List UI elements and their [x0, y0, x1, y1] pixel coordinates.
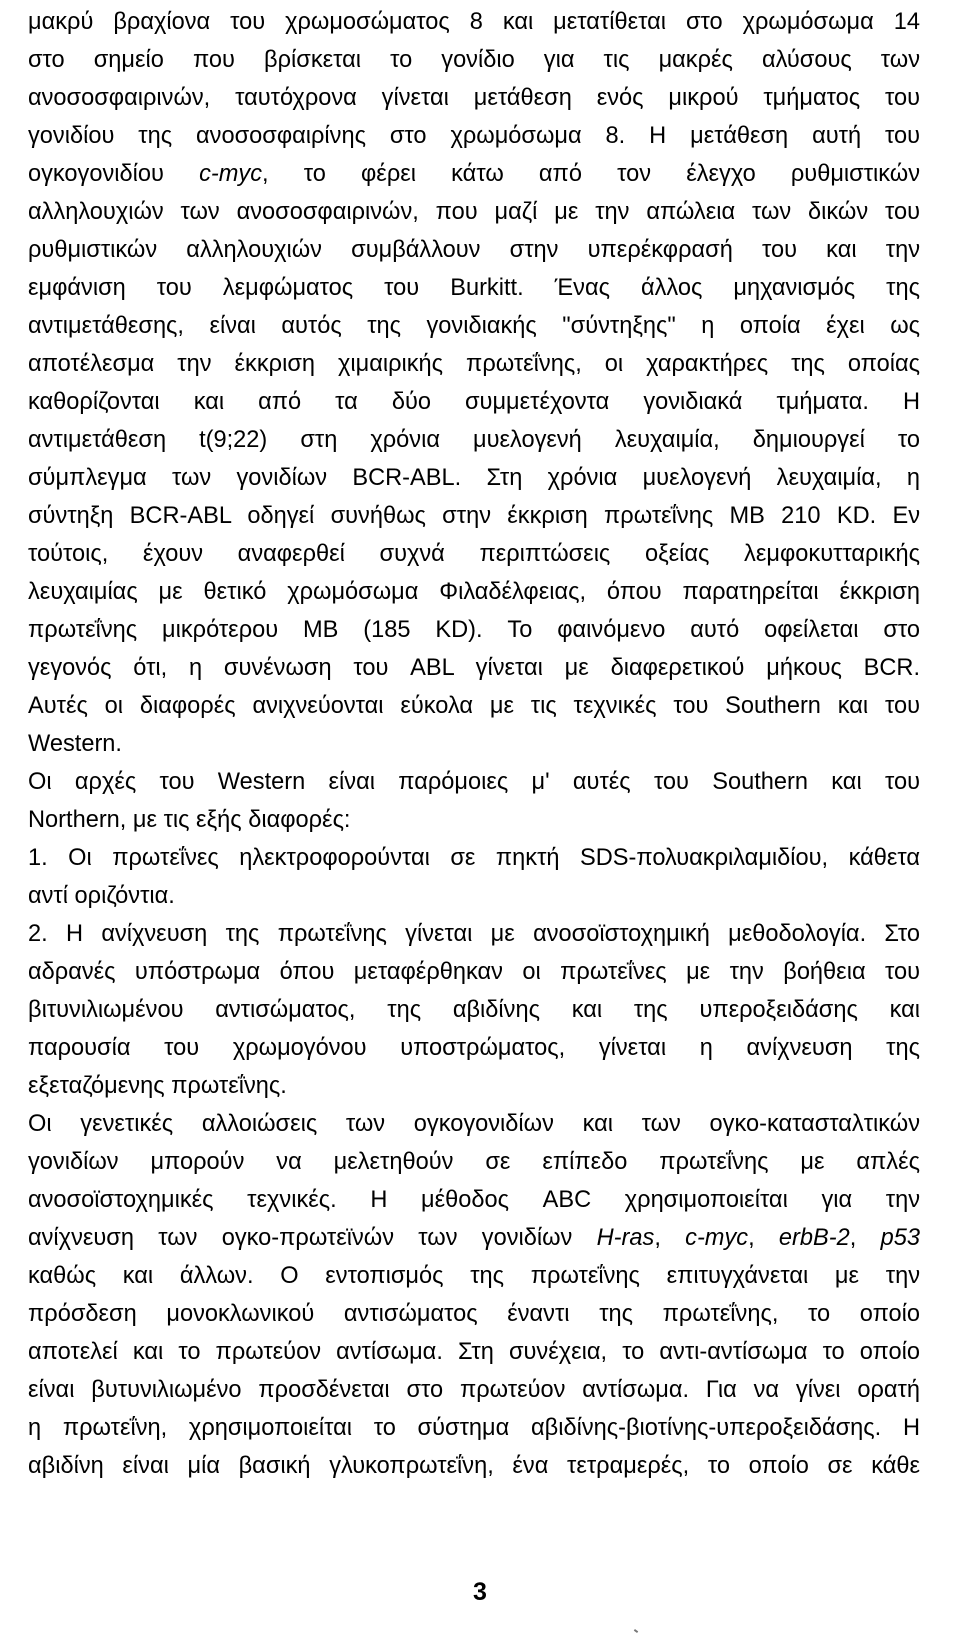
text-line: είναι βυτυνιλιωμένο προσδένεται στο πρωτεύον αντίσωμα. Για να γίνει ορατή: [28, 1377, 920, 1403]
text-line: σύντηξη BCR-ABL οδηγεί συνήθως στην έκκριση πρωτεΐνης MB 210 KD. Εν: [28, 503, 920, 529]
text-line: αβιδίνη είναι μία βασική γλυκοπρωτεΐνη, ένα τετραμερές, το οποίο σε κάθε: [28, 1453, 920, 1479]
gene-name: p53: [880, 1225, 920, 1251]
gene-name: c-myc: [685, 1225, 749, 1251]
gene-name: c-myc: [199, 161, 262, 187]
text-line: Οι αρχές του Western είναι παρόμοιες μ' αυτές του Southern και του: [28, 769, 920, 795]
scan-speck: [634, 1630, 638, 1634]
text-line: αντί οριζόντια.: [28, 883, 175, 909]
text-line: εξεταζόμενης πρωτεΐνης.: [28, 1073, 287, 1099]
text-line: ανοσοϊστοχημικές τεχνικές. Η μέθοδος ABC χρησιμοποιείται για την: [28, 1187, 920, 1213]
text-line: αποτελεί και το πρωτεύον αντίσωμα. Στη συνέχεια, το αντι-αντίσωμα το οποίο: [28, 1339, 920, 1365]
text-line: ανίχνευση των ογκο-πρωτεϊνών των γονιδίων H-ras, c-myc, erbB-2, p53: [28, 1225, 920, 1251]
text-line: γεγονός ότι, η συνένωση του ABL γίνεται με διαφερετικού μήκους BCR.: [28, 655, 920, 681]
gene-name: H-ras: [596, 1225, 655, 1251]
text-line: μακρύ βραχίονα του χρωμοσώματος 8 και μετατίθεται στο χρωμόσωμα 14: [28, 9, 920, 35]
text-line: πρωτεΐνης μικρότερου MB (185 KD). Το φαινόμενο αυτό οφείλεται στο: [28, 617, 920, 643]
text-line: Αυτές οι διαφορές ανιχνεύονται εύκολα με τις τεχνικές του Southern και του: [28, 693, 920, 719]
text-line: Οι γενετικές αλλοιώσεις των ογκογονιδίων και των ογκο-κατασταλτικών: [28, 1111, 920, 1137]
text-line: γονιδίων μπορούν να μελετηθούν σε επίπεδο πρωτεΐνης με απλές: [28, 1149, 920, 1175]
text-line: εμφάνιση του λεμφώματος του Burkitt. Ένας άλλος μηχανισμός της: [28, 275, 920, 301]
text-line: καθώς και άλλων. Ο εντοπισμός της πρωτεΐνης επιτυγχάνεται με την: [28, 1263, 920, 1289]
text-line: η πρωτεΐνη, χρησιμοποιείται το σύστημα αβιδίνης-βιοτίνης-υπεροξειδάσης. Η: [28, 1415, 920, 1441]
text-line: αντιμετάθεσης, είναι αυτός της γονιδιακής "σύντηξης" η οποία έχει ως: [28, 313, 920, 339]
text-line: [28, 155, 920, 193]
text-segment: ανίχνευση των ογκο-πρωτεϊνών των γονιδίων: [28, 1225, 597, 1251]
list-item-line: 2. Η ανίχνευση της πρωτεΐνης γίνεται με ανοσοϊστοχημική μεθοδολογία. Στο: [28, 921, 920, 947]
text-line: Northern, με τις εξής διαφορές:: [28, 807, 351, 833]
text-line: παρουσία του χρωμογόνου υποστρώματος, γίνεται η ανίχνευση της: [28, 1035, 920, 1061]
text-line: σύμπλεγμα των γονιδίων BCR-ABL. Στη χρόνια μυελογενή λευχαιμία, η: [28, 465, 920, 491]
text-line: αλληλουχιών των ανοσοσφαιρινών, που μαζί με την απώλεια των δικών του: [28, 199, 920, 225]
text-line: πρόσδεση μονοκλωνικού αντισώματος έναντι της πρωτεΐνης, το οποίο: [28, 1301, 920, 1327]
text-line: αντιμετάθεση t(9;22) στη χρόνια μυελογενή λευχαιμία, δημιουργεί το: [28, 427, 920, 453]
text-line: ρυθμιστικών αλληλουχιών συμβάλλουν στην υπερέκφρασή του και την: [28, 237, 920, 263]
text-segment: , το φέρει κάτω από τον έλεγχο ρυθμιστικών: [262, 161, 920, 187]
list-item-line: 1. Οι πρωτεΐνες ηλεκτροφορούνται σε πηκτή SDS-πολυακριλαμιδίου, κάθετα: [28, 845, 920, 871]
text-line: Western.: [28, 731, 122, 757]
text-line: βιτυνιλιωμένου αντισώματος, της αβιδίνης και της υπεροξειδάσης και: [28, 997, 920, 1023]
text-segment: ογκογονιδίου: [28, 161, 200, 187]
gene-name: erbB-2: [778, 1225, 850, 1251]
text-line: αδρανές υπόστρωμα όπου μεταφέρθηκαν οι πρωτεΐνες με την βοήθεια του: [28, 959, 920, 985]
text-line: λευχαιμίας με θετικό χρωμόσωμα Φιλαδέλφειας, όπου παρατηρείται έκκριση: [28, 579, 920, 605]
text-line: στο σημείο που βρίσκεται το γονίδιο για τις μακρές αλύσους των: [28, 47, 920, 73]
text-line: καθορίζονται και από τα δύο συμμετέχοντα γονιδιακά τμήματα. Η: [28, 389, 920, 415]
text-line: γονιδίου της ανοσοσφαιρίνης στο χρωμόσωμα 8. Η μετάθεση αυτή του: [28, 123, 920, 149]
text-line: αποτέλεσμα την έκκριση χιμαιρικής πρωτεΐνης, οι χαρακτήρες της οποίας: [28, 351, 920, 377]
page-number: 3: [473, 1578, 487, 1606]
text-line: ανοσοσφαιρινών, ταυτόχρονα γίνεται μετάθεση ενός μικρού τμήματος του: [28, 85, 920, 111]
text-line: τούτοις, έχουν αναφερθεί συχνά περιπτώσεις οξείας λεμφοκυτταρικής: [28, 541, 920, 567]
